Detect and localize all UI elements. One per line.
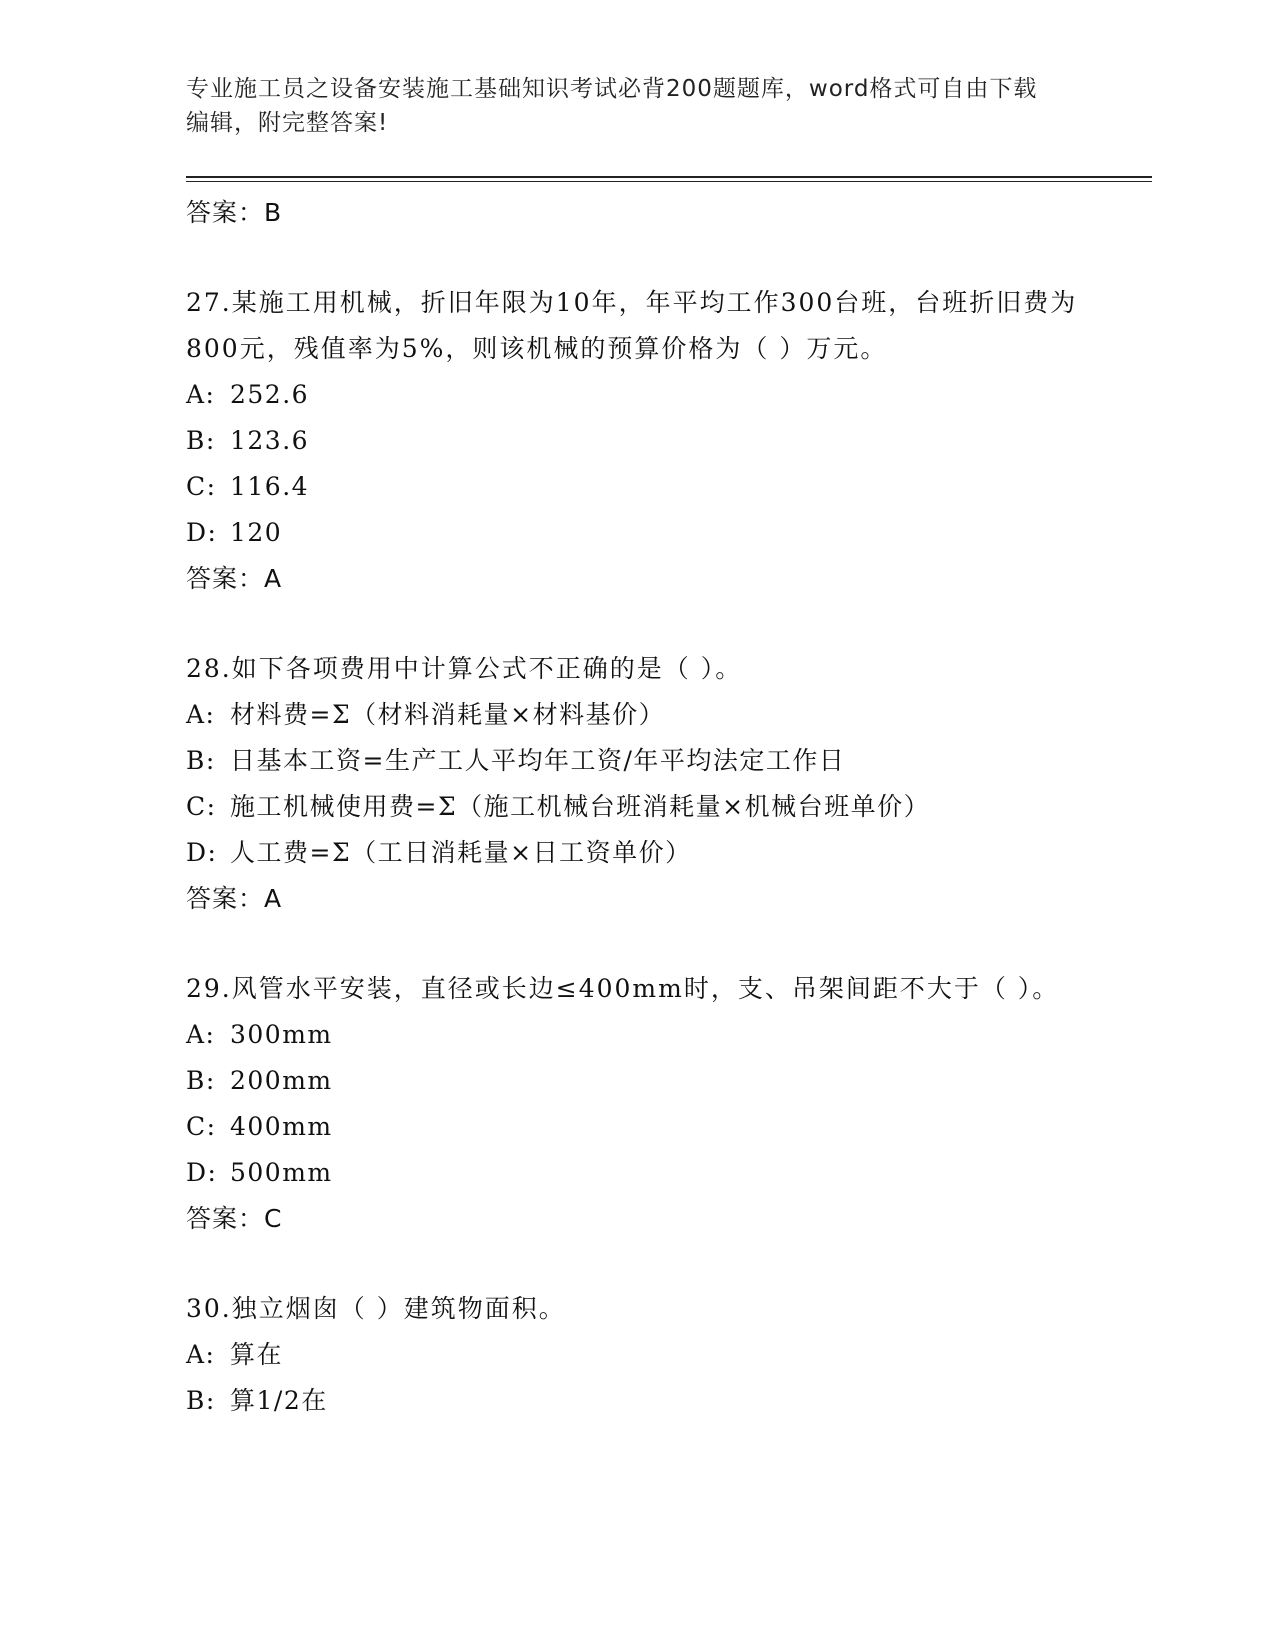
option-text: 123.6 bbox=[230, 426, 310, 455]
option-text: 120 bbox=[230, 518, 283, 547]
option-letter: B: bbox=[186, 1066, 216, 1095]
option-letter: B: bbox=[186, 746, 216, 775]
option-text: 116.4 bbox=[230, 472, 310, 501]
previous-answer: 答案：B bbox=[186, 198, 283, 227]
question-text: 30.独立烟囱（ ）建筑物面积。 bbox=[186, 1294, 566, 1323]
question-27 bbox=[186, 280, 1086, 602]
header-rule-thick bbox=[186, 176, 1152, 178]
option-b bbox=[186, 1378, 1086, 1424]
option-c bbox=[186, 784, 1086, 830]
option-text: 252.6 bbox=[230, 380, 310, 409]
option-c bbox=[186, 464, 1086, 510]
option-text: 400mm bbox=[230, 1112, 333, 1141]
option-letter: A: bbox=[186, 1340, 216, 1369]
option-text: 300mm bbox=[230, 1020, 333, 1049]
option-letter: D: bbox=[186, 518, 218, 547]
option-letter: C: bbox=[186, 472, 217, 501]
option-c bbox=[186, 1104, 1086, 1150]
header-title-line-1: 专业施工员之设备安装施工基础知识考试必背200题题库，word格式可自由下载 bbox=[186, 76, 1038, 102]
option-letter: D: bbox=[186, 1158, 218, 1187]
option-text: 人工费=Σ（工日消耗量×日工资单价） bbox=[230, 838, 692, 867]
question-29 bbox=[186, 966, 1086, 1242]
option-d bbox=[186, 510, 1086, 556]
option-b bbox=[186, 738, 1086, 784]
option-text: 200mm bbox=[230, 1066, 333, 1095]
option-a bbox=[186, 1332, 1086, 1378]
option-text: 算1/2在 bbox=[230, 1386, 328, 1415]
option-a bbox=[186, 1012, 1086, 1058]
option-text: 500mm bbox=[230, 1158, 333, 1187]
option-letter: A: bbox=[186, 1020, 216, 1049]
option-letter: B: bbox=[186, 426, 216, 455]
option-d bbox=[186, 830, 1086, 876]
question-28 bbox=[186, 646, 1086, 922]
option-b bbox=[186, 418, 1086, 464]
option-text: 日基本工资=生产工人平均年工资/年平均法定工作日 bbox=[230, 746, 846, 775]
header-title-line-2: 编辑，附完整答案! bbox=[186, 110, 389, 136]
option-text: 算在 bbox=[230, 1340, 284, 1369]
option-letter: A: bbox=[186, 700, 216, 729]
question-text: 28.如下各项费用中计算公式不正确的是（ ）。 bbox=[186, 654, 743, 683]
option-letter: C: bbox=[186, 1112, 217, 1141]
question-30 bbox=[186, 1286, 1086, 1424]
header-rule-thin bbox=[186, 181, 1152, 182]
answer-line: 答案：C bbox=[186, 1204, 283, 1233]
option-d bbox=[186, 1150, 1086, 1196]
option-b bbox=[186, 1058, 1086, 1104]
option-text: 施工机械使用费=Σ（施工机械台班消耗量×机械台班单价） bbox=[230, 792, 931, 821]
question-text: 29.风管水平安装，直径或长边≤400mm时，支、吊架间距不大于（ ）。 bbox=[186, 974, 1060, 1003]
option-a bbox=[186, 372, 1086, 418]
answer-line: 答案：A bbox=[186, 564, 283, 593]
option-letter: A: bbox=[186, 380, 216, 409]
option-letter: C: bbox=[186, 792, 217, 821]
answer-line: 答案：A bbox=[186, 884, 283, 913]
document-header bbox=[186, 72, 1076, 140]
option-text: 材料费=Σ（材料消耗量×材料基价） bbox=[230, 700, 666, 729]
question-text: 27.某施工用机械，折旧年限为10年，年平均工作300台班，台班折旧费为800元，残值率为5%，则该机械的预算价格为（ ）万元。 bbox=[186, 288, 1078, 363]
option-a bbox=[186, 692, 1086, 738]
option-letter: D: bbox=[186, 838, 218, 867]
question-list bbox=[186, 188, 1086, 1424]
option-letter: B: bbox=[186, 1386, 216, 1415]
